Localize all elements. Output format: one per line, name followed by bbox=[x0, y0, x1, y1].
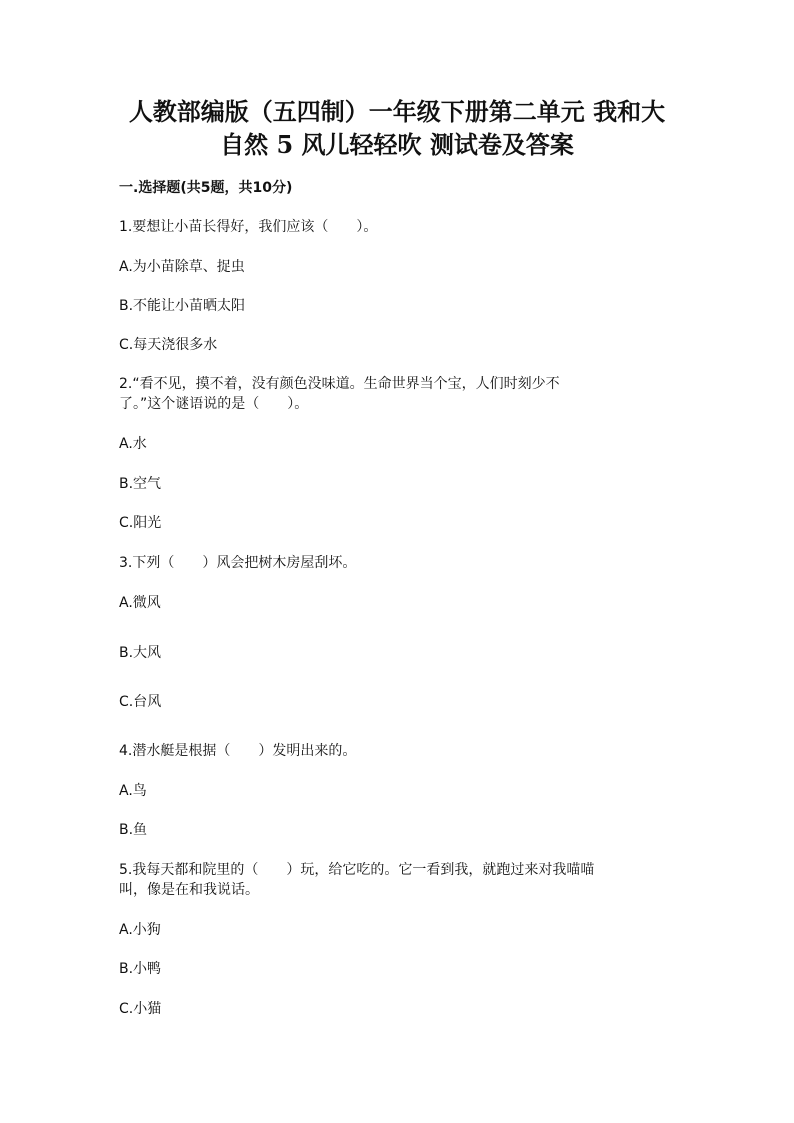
question-5-stem-line-2: 叫，像是在和我说话。 bbox=[119, 882, 259, 898]
question-3-option-a: A.微风 bbox=[119, 595, 161, 611]
question-2-option-c: C.阳光 bbox=[119, 515, 162, 531]
question-2-option-b: B.空气 bbox=[119, 476, 162, 492]
question-4-option-b: B.鱼 bbox=[119, 822, 148, 838]
question-5-option-a: A.小狗 bbox=[119, 922, 161, 938]
question-5-option-b: B.小鸭 bbox=[119, 961, 162, 977]
document-title-line-1: 人教部编版（五四制）一年级下册第二单元 我和大 bbox=[128, 97, 666, 126]
question-3-stem: 3.下列（ ）风会把树木房屋刮坏。 bbox=[119, 555, 357, 571]
question-4-option-a: A.鸟 bbox=[119, 783, 147, 799]
question-4-stem: 4.潜水艇是根据（ ）发明出来的。 bbox=[119, 743, 357, 759]
question-5-stem-line-1: 5.我每天都和院里的（ ）玩，给它吃的。它一看到我，就跑过来对我喵喵 bbox=[119, 862, 595, 878]
question-3-option-b: B.大风 bbox=[119, 645, 162, 661]
question-5-option-c: C.小猫 bbox=[119, 1001, 162, 1017]
section-heading: 一.选择题(共5题，共10分) bbox=[119, 180, 293, 196]
question-2-stem-line-1: 2.“看不见，摸不着，没有颜色没味道。生命世界当个宝，人们时刻少不 bbox=[119, 376, 560, 392]
question-3-option-c: C.台风 bbox=[119, 694, 162, 710]
question-2-option-a: A.水 bbox=[119, 436, 147, 452]
document-title-line-2: 自然 5 风儿轻轻吹 测试卷及答案 bbox=[220, 130, 574, 159]
question-1-stem: 1.要想让小苗长得好，我们应该（ ）。 bbox=[119, 219, 378, 235]
question-1-option-b: B.不能让小苗晒太阳 bbox=[119, 298, 246, 314]
question-1-option-a: A.为小苗除草、捉虫 bbox=[119, 259, 245, 275]
question-2-stem-line-2: 了。”这个谜语说的是（ ）。 bbox=[119, 396, 309, 412]
question-1-option-c: C.每天浇很多水 bbox=[119, 337, 218, 353]
